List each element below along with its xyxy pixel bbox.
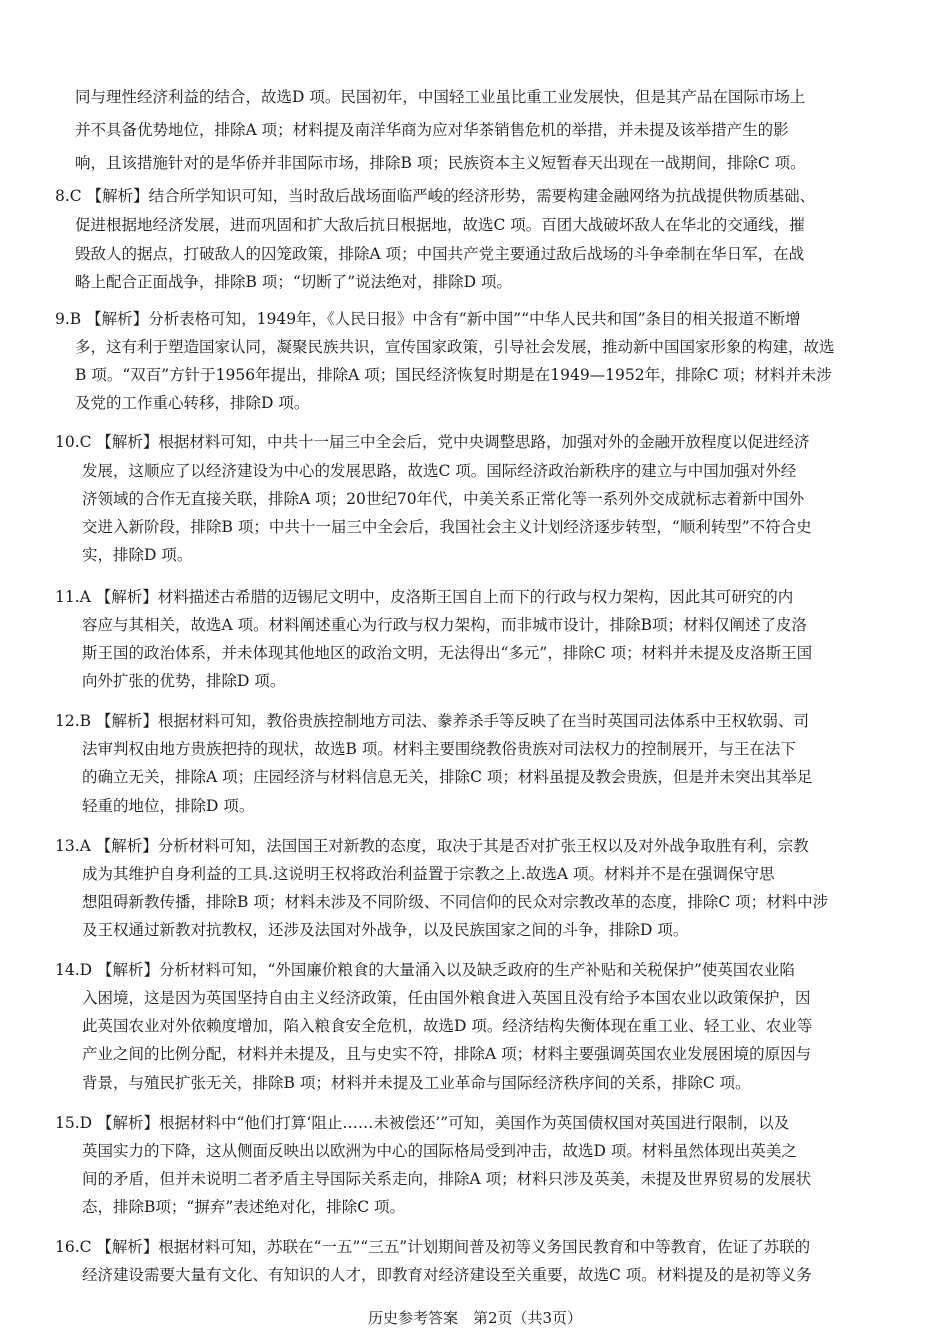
q12-line-1: 12.B 【解析】根据材料可知，教俗贵族控制地方司法、豢养杀手等反映了在当时英国司法体系中王权软弱、司 xyxy=(55,712,809,730)
q10-line-2: 发展，这顺应了以经济建设为中心的发展思路，故选C 项。国际经济政治新秩序的建立与中国加强对外经 xyxy=(82,462,797,480)
q7-line-1: 同与理性经济利益的结合，故选D 项。民国初年，中国轻工业虽比重工业发展快，但是其产品在国际市场上 xyxy=(75,88,806,106)
q14-line-5: 背景，与殖民扩张无关，排除B 项；材料并未提及工业革命与国际经济秩序间的关系，排除C 项。 xyxy=(82,1074,751,1092)
q11-line-4: 向外扩张的优势，排除D 项。 xyxy=(82,672,286,690)
q9-line-2: 多，这有利于塑造国家认同，凝聚民族共识，宣传国家政策，引导社会发展，推动新中国国家形象的构建，故选 xyxy=(75,338,835,356)
q16-line-1: 16.C 【解析】根据材料可知，苏联在“一五”“三五”计划期间普及初等义务国民教育和中等教育，佐证了苏联的 xyxy=(55,1238,811,1256)
q12-line-2: 法审判权由地方贵族把持的现状，故选B 项。材料主要围绕教俗贵族对司法权力的控制展开，与王在法下 xyxy=(82,740,796,758)
q14-line-2: 入困境，这是因为英国坚持自由主义经济政策，任由国外粮食进入英国且没有给予本国农业以政策保护，因 xyxy=(82,989,811,1007)
q10-line-1: 10.C 【解析】根据材料可知，中共十一届三中全会后，党中央调整思路，加强对外的金融开放程度以促进经济 xyxy=(55,433,810,451)
q9-line-1: 9.B 【解析】分析表格可知，1949年，《人民日报》中含有“新中国”“中华人民共和国”条目的相关报道不断增 xyxy=(55,310,801,328)
page-footer: 历史参考答案 第2页（共3页） xyxy=(367,1309,583,1327)
q11-line-3: 斯王国的政治体系，并未体现其他地区的政治文明，无法得出“多元”，排除C 项；材料并未提及皮洛斯王国 xyxy=(82,644,813,662)
q9-line-4: 及党的工作重心转移，排除D 项。 xyxy=(75,394,310,412)
q12-line-4: 轻重的地位，排除D 项。 xyxy=(82,797,255,815)
q12-line-3: 的确立无关，排除A 项；庄园经济与材料信息无关，排除C 项；材料虽提及教会贵族，但是并未突出其举足 xyxy=(82,768,813,786)
q8-line-1: 8.C 【解析】结合所学知识可知，当时敌后战场面临严峻的经济形势，需要构建金融网络为抗战提供物质基础、 xyxy=(55,187,816,205)
q14-line-4: 产业之间的比例分配，材料并未提及，且与史实不符，排除A 项；材料主要强调英国农业发展困境的原因与 xyxy=(82,1045,812,1063)
q10-line-3: 济领域的合作无直接关联，排除A 项；20世纪70年代，中美关系正常化等一系列外交成就标志着新中国外 xyxy=(82,490,805,508)
q16-line-2: 经济建设需要大量有文化、有知识的人才，即教育对经济建设至关重要，故选C 项。材料提及的是初等义务 xyxy=(82,1266,812,1284)
q9-line-3: B 项。“双百”方针于1956年提出，排除A 项；国民经济恢复时期是在1949—1952年，排除C 项；材料并未涉 xyxy=(75,366,832,384)
q13-line-4: 及王权通过新教对抗教权，还涉及法国对外战争，以及民族国家之间的斗争，排除D 项。 xyxy=(82,921,689,939)
q10-line-5: 实，排除D 项。 xyxy=(82,546,193,564)
q15-line-4: 态，排除B项；“摒弃”表述绝对化，排除C 项。 xyxy=(82,1198,406,1216)
q8-line-4: 略上配合正面战争，排除B 项；“切断了”说法绝对，排除D 项。 xyxy=(75,273,513,291)
q14-line-3: 此英国农业对外依赖度增加，陷入粮食安全危机，故选D 项。经济结构失衡体现在重工业、轻工业、农业等 xyxy=(82,1017,813,1035)
q11-line-1: 11.A 【解析】材料描述古希腊的迈锡尼文明中，皮洛斯王国自上而下的行政与权力架构，因此其可研究的内 xyxy=(55,588,794,606)
q15-line-2: 英国实力的下降，这从侧面反映出以欧洲为中心的国际格局受到冲击，故选D 项。材料虽然体现出英美之 xyxy=(82,1142,797,1160)
q14-line-1: 14.D 【解析】分析材料可知，“外国廉价粮食的大量涌入以及缺乏政府的生产补贴和关税保护”使英国农业陷 xyxy=(55,961,795,979)
q13-line-2: 成为其维护自身利益的工具.这说明王权将政治利益置于宗教之上.故选A 项。材料并不是在强调保守思 xyxy=(82,865,775,883)
q15-line-3: 间的矛盾，但并未说明二者矛盾主导国际关系走向，排除A 项；材料只涉及英美，未提及世界贸易的发展状 xyxy=(82,1170,812,1188)
q7-line-2: 并不具备优势地位，排除A 项；材料提及南洋华商为应对华茶销售危机的举措，并未提及该举措产生的影 xyxy=(75,121,789,139)
q8-line-3: 毁敌人的据点，打破敌人的囚笼政策，排除A 项；中国共产党主要通过敌后战场的斗争牵制在华日军，在战 xyxy=(75,245,805,263)
q11-line-2: 容应与其相关，故选A 项。材料阐述重心为行政与权力架构，而非城市设计，排除B项；材料仅阐述了皮洛 xyxy=(82,616,808,634)
q10-line-4: 交进入新阶段，排除B 项；中共十一届三中全会后，我国社会主义计划经济逐步转型，“顺利转型”不符合史 xyxy=(82,518,812,536)
q8-line-2: 促进根据地经济发展，进而巩固和扩大敌后抗日根据地，故选C 项。百团大战破坏敌人在华北的交通线，摧 xyxy=(75,216,805,234)
q13-line-1: 13.A 【解析】分析材料可知，法国国王对新教的态度，取决于其是否对扩张王权以及对外战争取胜有利，宗教 xyxy=(55,837,809,855)
q13-line-3: 想阻碍新教传播，排除B 项；材料未涉及不同阶级、不同信仰的民众对宗教改革的态度，排除C 项；材料中涉 xyxy=(82,893,829,911)
q15-line-1: 15.D 【解析】根据材料中“他们打算‘阻止……未被偿还’”可知，美国作为英国债权国对英国进行限制，以及 xyxy=(55,1114,790,1132)
q7-line-3: 响，且该措施针对的是华侨并非国际市场，排除B 项；民族资本主义短暂春天出现在一战期间，排除C 项。 xyxy=(75,154,806,172)
